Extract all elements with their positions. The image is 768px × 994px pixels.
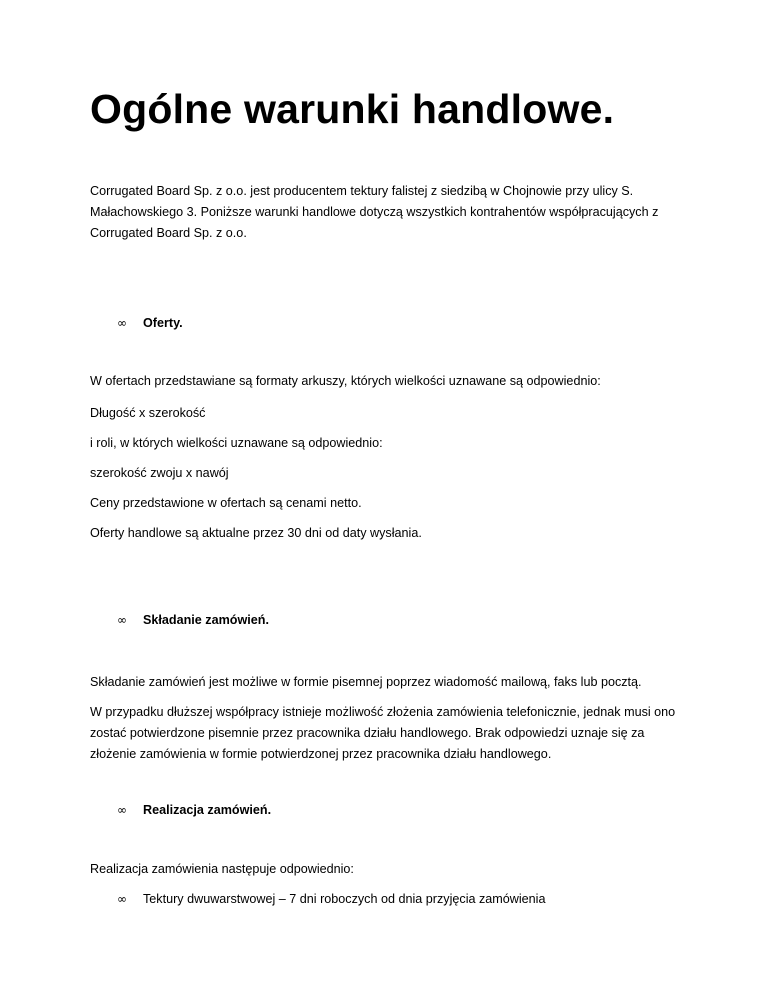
ordering-line: Składanie zamówień jest możliwe w formie pisemnej poprzez wiadomość mailową, faks lub pocztą. <box>90 675 642 689</box>
section-heading-ordering <box>117 610 269 631</box>
intro-paragraph: Corrugated Board Sp. z o.o. jest producentem tektury falistej z siedzibą w Chojnowie przy ulicy S. Małachowskiego 3. Poniższe warunki handlowe dotyczą wszystkich kontrahentów współpracujących z Corrugated Board Sp. z o.o. <box>90 184 659 240</box>
section-heading-label: Realizacja zamówień. <box>143 803 272 817</box>
offers-line: szerokość zwoju x nawój <box>90 466 229 480</box>
section-heading-label: Składanie zamówień. <box>143 613 269 627</box>
infinity-bullet-icon: ∞ <box>117 892 127 906</box>
ordering-paragraph: W przypadku dłuższej współpracy istnieje możliwość złożenia zamówienia telefonicznie, jednak musi ono zostać potwierdzone pisemnie przez pracownika działu handlowego. Brak odpowiedzi uznaje się za złożenie zamówienia w formie potwierdzonej przez pracownika działu handlowego. <box>90 705 676 761</box>
infinity-bullet-icon: ∞ <box>117 613 127 627</box>
offers-line: Oferty handlowe są aktualne przez 30 dni od daty wysłania. <box>90 526 422 540</box>
fulfillment-bullet-item <box>117 889 546 910</box>
section-heading-label: Oferty. <box>143 316 183 330</box>
offers-line: Ceny przedstawione w ofertach są cenami netto. <box>90 496 362 510</box>
bullet-item-text: Tektury dwuwarstwowej – 7 dni roboczych od dnia przyjęcia zamówienia <box>143 892 546 906</box>
section-heading-fulfillment <box>117 800 271 821</box>
offers-line: i roli, w których wielkości uznawane są odpowiednio: <box>90 436 383 450</box>
offers-line: W ofertach przedstawiane są formaty arkuszy, których wielkości uznawane są odpowiednio: <box>90 374 601 388</box>
section-heading-offers <box>117 313 183 334</box>
offers-line: Długość x szerokość <box>90 406 206 420</box>
infinity-bullet-icon: ∞ <box>117 316 127 330</box>
infinity-bullet-icon: ∞ <box>117 803 127 817</box>
fulfillment-line: Realizacja zamówienia następuje odpowiednio: <box>90 862 354 876</box>
document-title: Ogólne warunki handlowe. <box>90 86 615 132</box>
